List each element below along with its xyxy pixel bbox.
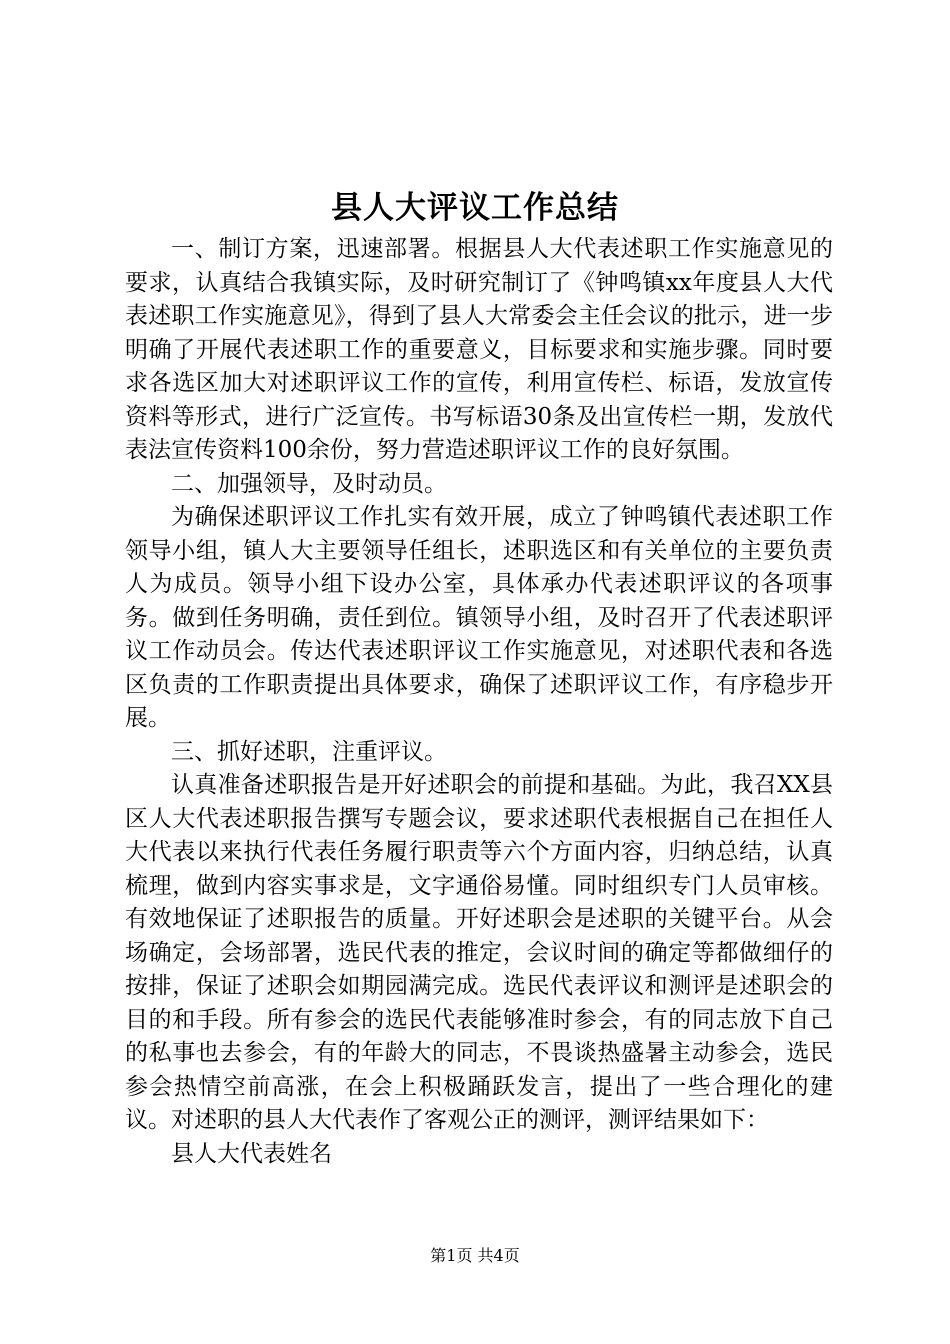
paragraph-deputy-name: 县人大代表姓名 xyxy=(171,1140,332,1167)
paragraph-leadership: 为确保述职评议工作扎实有效开展，成立了钟鸣镇代表述职工作领导小组，镇人大主要领导任组长，述职选区和有关单位的主要负责人为成员。领导小组下设办公室，具体承办代表述职评议的各项事务。做到任务明确，责任到位。镇领导小组，及时召开了代表述职评议工作动员会。传达代表述职评议工作实施意见，对述职代表和各选区负责的工作职责提出具体要求，确保了述职评议工作，有序稳步开展。 xyxy=(125,504,833,731)
page-footer: 第1页 共4页 xyxy=(430,1246,520,1265)
heading-leadership: 二、加强领导，及时动员。 xyxy=(171,470,447,497)
heading-report: 三、抓好述职，注重评议。 xyxy=(171,738,447,765)
paragraph-report: 认真准备述职报告是开好述职会的前提和基础。为此，我召XX县区人大代表述职报告撰写专题会议，要求述职代表根据自己在担任人大代表以来执行代表任务履行职责等六个方面内容，归纳总结，认真梳理，做到内容实事求是，文字通俗易懂。同时组织专门人员审核。有效地保证了述职报告的质量。开好述职会是述职的关键平台。从会场确定，会场部署，选民代表的推定，会议时间的确定等都做细仔的按排，保证了述职会如期园满完成。选民代表评议和测评是述职会的目的和手段。所有参会的选民代表能够准时参会，有的同志放下自己的私事也去参会，有的年龄大的同志，不畏谈热盛暑主动参会，选民参会热情空前高涨，在会上积极踊跃发言，提出了一些合理化的建议。对述职的县人大代表作了客观公正的测评，测评结果如下： xyxy=(125,772,833,1133)
document-body xyxy=(125,233,833,1171)
paragraph-plan: 一、制订方案，迅速部署。根据县人大代表述职工作实施意见的要求，认真结合我镇实际，及时研究制订了《钟鸣镇xx年度县人大代表述职工作实施意见》，得到了县人大常委会主任会议的批示，进一步明确了开展代表述职工作的重要意义，目标要求和实施步骤。同时要求各选区加大对述职评议工作的宣传，利用宣传栏、标语，发放宣传资料等形式，进行广泛宣传。书写标语30条及出宣传栏一期，发放代表法宣传资料100余份，努力营造述职评议工作的良好氛围。 xyxy=(125,236,833,463)
document-title: 县人大评议工作总结 xyxy=(331,190,619,226)
